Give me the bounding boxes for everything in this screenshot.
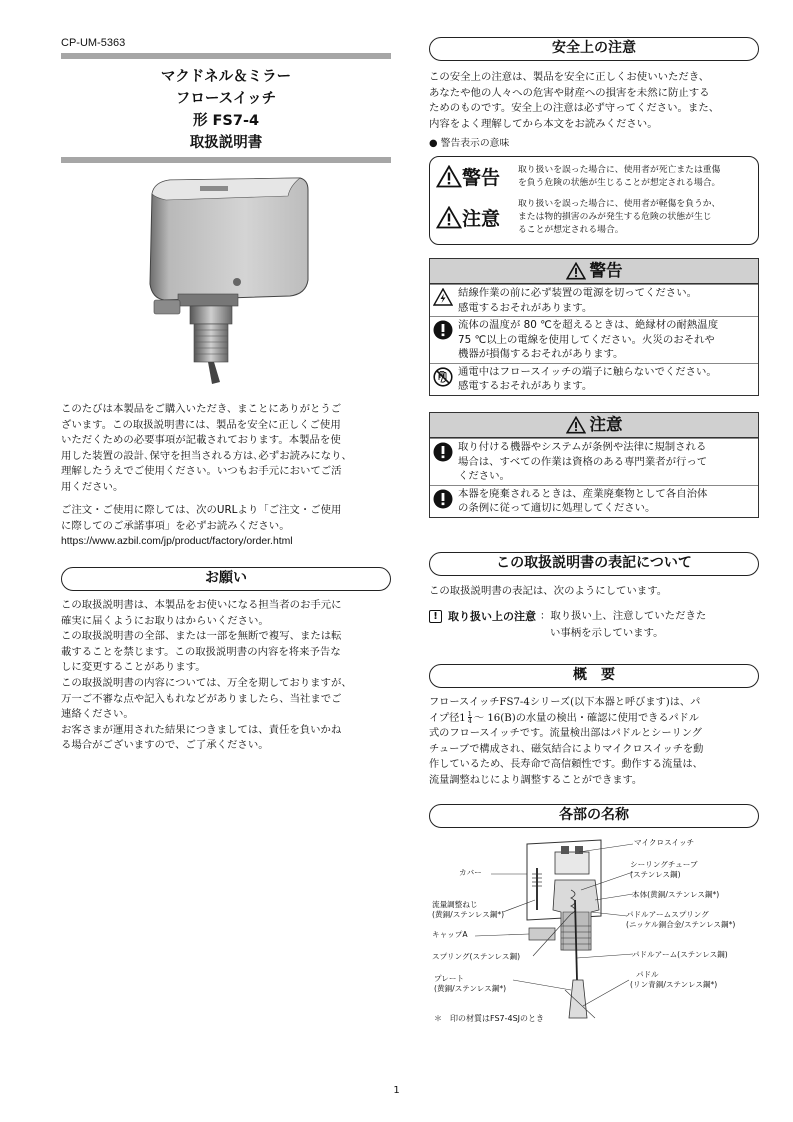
product-image [140, 172, 315, 387]
request-heading: お願い [61, 567, 391, 591]
warning-triangle-icon [566, 416, 586, 434]
label-flow-adjusting-screw: 流量調整ねじ (黄銅/ステンレス鋼*) [432, 900, 505, 919]
safety-heading: 安全上の注意 [429, 37, 759, 61]
notation-term: 取り扱い上の注意 [448, 610, 536, 623]
caution-item: 取り付ける機器やシステムが条例や法律に規制される 場合は、すべての作業は資格のある専門業者が行って ください。 [430, 438, 758, 485]
request-paragraph: この取扱説明書は、本製品をお使いになる担当者のお手元に 確実に届くようにお取りはからいください。 この取扱説明書の全部、または一部を無断で複写、または転 載することを禁じます。この取扱説明書の内容を将来予告な しに変更することがあります。 この取扱説明書の内容については、万全を期しておりますが、 万一ご不審な点や記入もれなどがありましたら、当社までご 連絡ください。 お客さまが運用された結果につきましては、責任を負いかね る場合がございますので、ご了承ください。 [61, 599, 352, 752]
warning-table [429, 258, 759, 396]
intro-paragraph: このたびは本製品をご購入いただき、まことにありがとうご ざいます。この取扱説明書には、製品を安全に正しくご使用 いただくための必要事項が記載されております。本製品を使 用した装置の設計､保守を担当される方は､必ずお読みになり、 理解したうえでご使用ください。いつもお手元においてご活 用ください。 [61, 403, 352, 493]
overview-heading: 概 要 [429, 664, 759, 688]
parts-diagram [415, 830, 785, 1030]
label-body: 本体(黄銅/ステンレス鋼*) [632, 890, 720, 899]
caution-symbol-icon: ! [429, 610, 442, 623]
label-spring: スプリング(ステンレス鋼) [432, 952, 521, 961]
warning-triangle-icon [436, 165, 462, 188]
label-paddle-arm: パドルアーム(ステンレス鋼) [632, 950, 728, 959]
warning-table-heading: 警告 [430, 259, 758, 284]
label-cover: カバー [459, 868, 482, 877]
mandatory-icon [433, 320, 453, 340]
title-rule [61, 157, 391, 163]
caution-table-heading: 注意 [430, 413, 758, 438]
parts-footnote: ＊ 印の材質はFS7-4SJのとき [434, 1014, 545, 1023]
warning-meaning-label: ● 警告表示の意味 [429, 138, 510, 149]
document-title: マクドネル＆ミラー フロースイッチ 形 FS7-4 取扱説明書 [160, 69, 292, 151]
warning-meaning-row: 警告 取り扱いを誤った場合に、使用者が死亡または重傷 を負う危険の状態が生じることが想定される場合。 [436, 163, 754, 190]
label-micro-switch: マイクロスイッチ [634, 838, 695, 847]
mandatory-icon [433, 489, 453, 509]
label-paddle-arm-spring: パドルアームスプリング (ニッケル銅合金/ステンレス鋼*) [626, 910, 736, 929]
order-paragraph: ご注文・ご使用に際しては、次のURLより「ご注文・ご使用 に際してのご承諾事項」を必ずお読みください。 https://www.azbil.com/jp/product/factory/order.html [61, 503, 341, 550]
top-rule [61, 53, 391, 59]
notation-intro: この取扱説明書の表記は、次のようにしています。 [429, 585, 668, 597]
caution-table [429, 412, 759, 518]
warning-item: 通電中はフロースイッチの端子に触らないでください。 感電するおそれがあります。 [430, 363, 758, 395]
notation-heading: この取扱説明書の表記について [429, 552, 759, 576]
caution-meaning-row: 注意 取り扱いを誤った場合に、使用者が軽傷を負うか、 または物的損害のみが発生する危険の状態が生じ ることが想定される場合。 [436, 198, 754, 236]
page-number: 1 [393, 1085, 400, 1096]
order-url-link[interactable]: https://www.azbil.com/jp/product/factory/order.html [61, 536, 293, 548]
document-code: CP-UM-5363 [61, 37, 126, 49]
notation-entry: ! 取り扱い上の注意 ：取り扱い上、注意していただきた い事柄を示しています。 [429, 608, 706, 642]
label-plate: プレート (黄銅/ステンレス鋼*) [434, 974, 507, 993]
warning-item: 流体の温度が 80 ℃を超えるときは、絶縁材の耐熱温度 75 ℃以上の電線を使用してください。火災のおそれや 機器が損傷するおそれがあります。 [430, 316, 758, 363]
warning-triangle-icon [566, 262, 586, 280]
caution-item: 本器を廃棄されるときは、産業廃棄物として各自治体 の条例に従って適切に処理してください。 [430, 485, 758, 517]
label-cap-a: キャップA [432, 930, 468, 939]
label-paddle: パドル (リン青銅/ステンレス鋼*) [630, 970, 718, 989]
overview-paragraph: フロースイッチFS7-4シリーズ(以下本器と呼びます)は、パ イプ径1 $\frac{1}{4}$ ～ 16(B)の水量の検出・確認に使用できるパドル 式のフロースイッチです。流量検出部はパドルとシーリング チューブで構成され、磁気結合によりマイクロスイッチを動 作しているため、長寿命で高信頼性です。動作する流量は、 流量調整ねじにより調整することができます。 [429, 697, 704, 786]
fraction: $\frac{1}{4}$ [467, 709, 472, 726]
label-sealing-tube: シーリングチューブ (ステンレス鋼) [630, 860, 698, 879]
no-touch-icon [433, 367, 453, 387]
warning-triangle-icon [436, 206, 462, 229]
mandatory-icon [433, 442, 453, 462]
electric-shock-icon [433, 288, 453, 306]
safety-paragraph: この安全上の注意は、製品を安全に正しくお使いいただき、 あなたや他の人々への危害や財産への損害を未然に防止する ためのものです。安全上の注意は必ず守ってください。また、 内容をよく理解してから本文をお読みください。 [429, 71, 720, 130]
parts-heading: 各部の名称 [429, 804, 759, 828]
warning-meaning-box [429, 156, 759, 245]
warning-item: 結線作業の前に必ず装置の電源を切ってください。 感電するおそれがあります。 [430, 284, 758, 316]
